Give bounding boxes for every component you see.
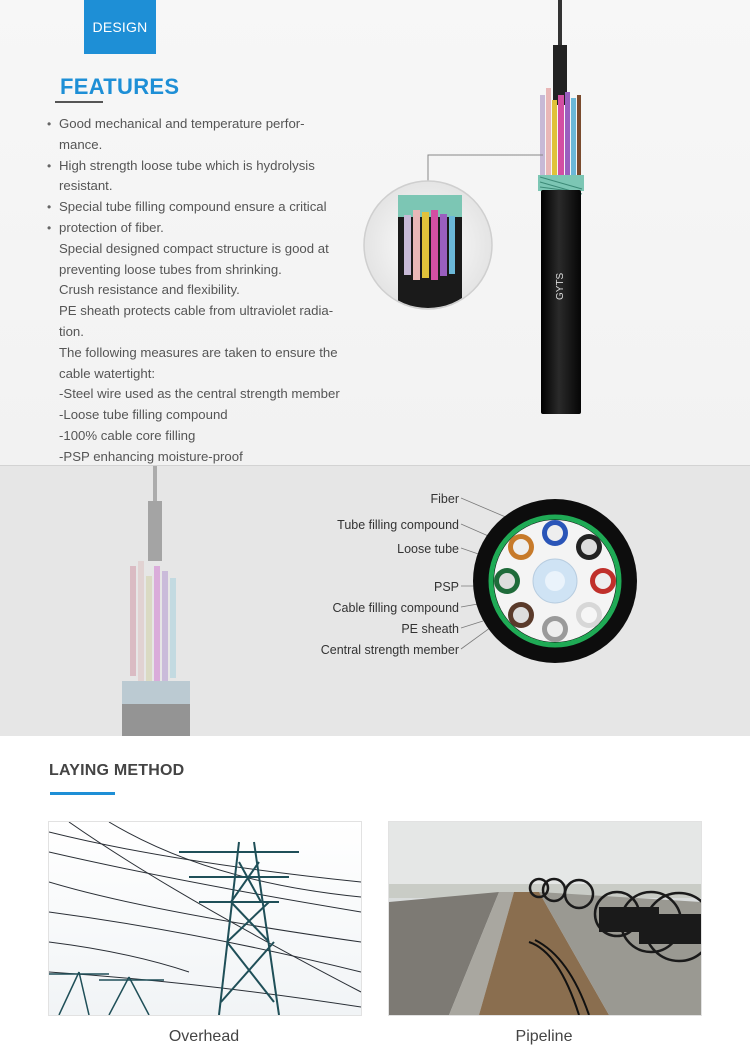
laying-method-title: LAYING METHOD: [49, 762, 185, 779]
label-cable-filling-compound: Cable filling compound: [332, 601, 459, 615]
callout-line: [428, 155, 543, 182]
strength-member-wire: [558, 0, 562, 50]
design-tab[interactable]: [84, 0, 156, 54]
pipeline-photo: [388, 821, 702, 1016]
feature-line: Crush resistance and flexibility.: [59, 282, 240, 298]
feature-line: The following measures are taken to ensure the: [59, 344, 338, 360]
feature-line: -PSP enhancing moisture-proof: [59, 448, 243, 464]
feature-line: -Steel wire used as the central strength member: [59, 386, 340, 402]
feature-line: mance.: [59, 136, 103, 152]
cross-section-section: [0, 465, 750, 736]
bullet-dot: •: [47, 159, 52, 173]
label-psp: PSP: [433, 580, 459, 594]
feature-line: Special tube filling compound ensure a critical: [59, 199, 327, 215]
features-section: [0, 0, 750, 465]
features-title: FEATURES: [60, 74, 180, 99]
feature-line: resistant.: [59, 178, 113, 194]
feature-line: preventing loose tubes from shrinking.: [59, 261, 282, 277]
pipeline-caption: Pipeline: [515, 1028, 573, 1045]
fiber-bundle: [540, 88, 581, 180]
design-tab-label: DESIGN: [92, 19, 148, 35]
features-underline: [55, 101, 103, 103]
bullet-dot: •: [47, 117, 52, 131]
magnifier-detail: [364, 181, 492, 325]
feature-line: -Loose tube filling compound: [59, 407, 228, 423]
feature-line: tion.: [59, 323, 84, 339]
feature-line: protection of fiber.: [59, 219, 164, 235]
feature-line: -100% cable core filling: [59, 427, 196, 443]
bullet-dot: •: [47, 200, 52, 214]
label-tube-filling-compound: Tube filling compound: [337, 518, 459, 532]
pe-sheath: [541, 190, 581, 414]
label-central-strength-member: Central strength member: [320, 643, 459, 657]
cable-print: GYTS: [555, 272, 566, 300]
overhead-caption: Overhead: [168, 1028, 240, 1045]
central-core: [545, 571, 565, 591]
laying-method-underline: [50, 792, 115, 795]
label-pe-sheath: PE sheath: [401, 622, 459, 636]
bullet-dot: •: [47, 221, 52, 235]
overhead-photo: [48, 821, 362, 1016]
feature-line: PE sheath protects cable from ultraviolet radia-: [59, 303, 334, 319]
label-fiber: Fiber: [430, 492, 459, 506]
cable-cross-section: [455, 481, 655, 681]
feature-line: High strength loose tube which is hydrolysis: [59, 157, 315, 173]
feature-line: cable watertight:: [59, 365, 156, 381]
label-loose-tube: Loose tube: [397, 542, 459, 556]
faded-cable-image: [100, 466, 210, 736]
features-list: [59, 114, 359, 468]
cable-illustration: [355, 0, 615, 420]
feature-line: Special designed compact structure is good at: [59, 240, 329, 256]
feature-line: Good mechanical and temperature perfor-: [59, 116, 305, 131]
